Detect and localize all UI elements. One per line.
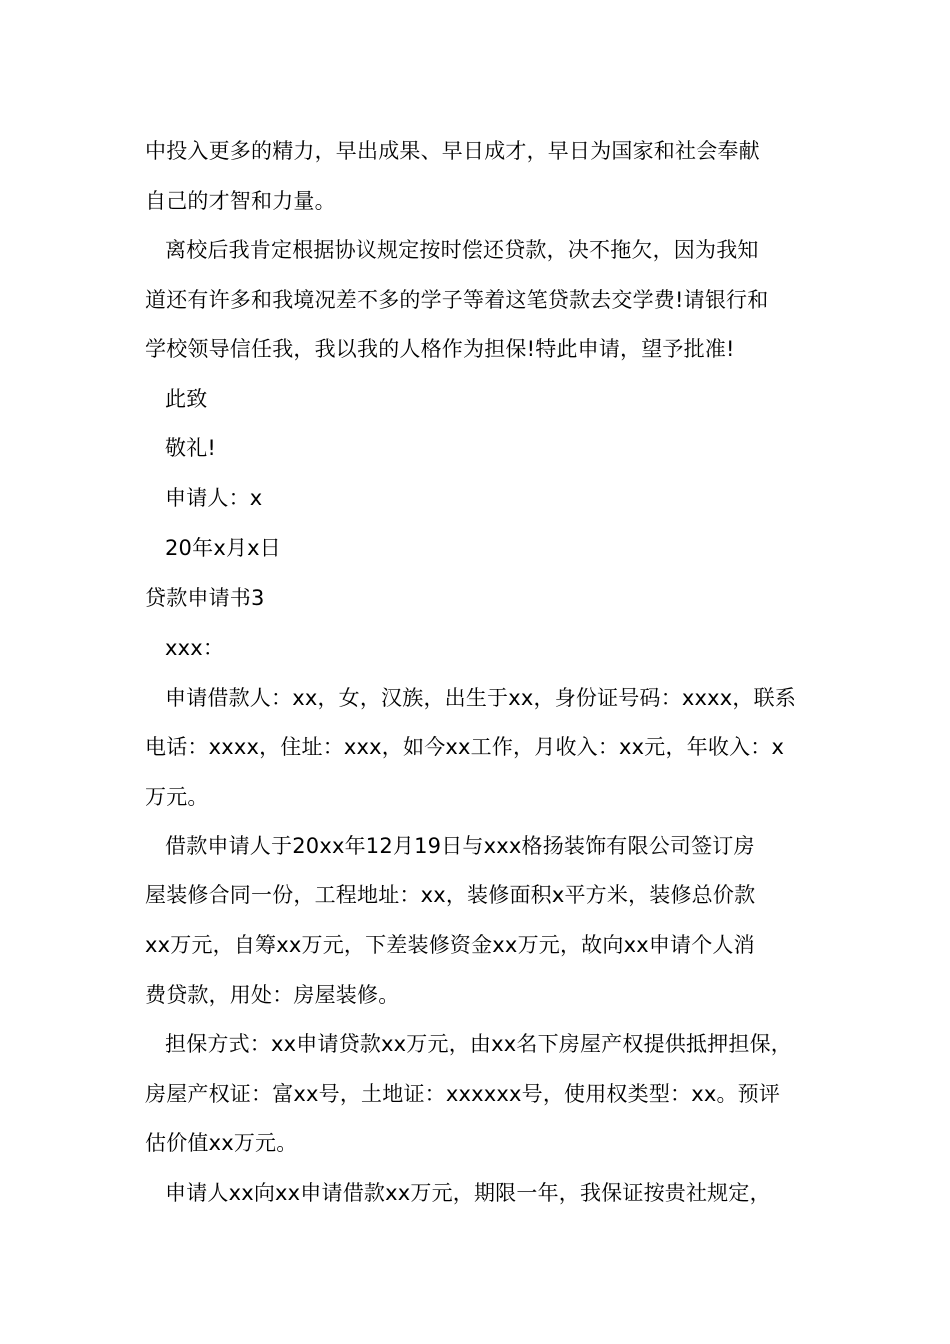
paragraph-line: 屋装修合同一份，工程地址：xx，装修面积x平方米，装修总价款 [145,883,756,907]
paragraph-line: 费贷款，用处：房屋装修。 [145,983,400,1007]
paragraph-line: 担保方式：xx申请贷款xx万元，由xx名下房屋产权提供抵押担保， [165,1032,792,1056]
paragraph-line: 房屋产权证：富xx号，土地证：xxxxxx号，使用权类型：xx。预评 [145,1082,781,1106]
closing-salutation: 此致 [165,387,208,411]
paragraph-line: xx万元，自筹xx万元，下差装修资金xx万元，故向xx申请个人消 [145,933,755,957]
recipient-line: xxx： [165,636,225,660]
paragraph-line: 估价值xx万元。 [145,1131,298,1155]
closing-regards: 敬礼! [165,436,217,460]
paragraph-line: 借款申请人于20xx年12月19日与xxx格扬装饰有限公司签订房 [165,834,755,858]
paragraph-line: 离校后我肯定根据协议规定按时偿还贷款，决不拖欠，因为我知 [165,238,759,262]
paragraph-line: 学校领导信任我，我以我的人格作为担保!特此申请，望予批准! [145,337,735,361]
applicant-signature: 申请人：x [165,486,263,510]
paragraph-line: 申请人xx向xx申请借款xx万元，期限一年，我保证按贵社规定， [165,1181,771,1205]
paragraph-line: 自己的才智和力量。 [145,189,336,213]
paragraph-line: 道还有许多和我境况差不多的学子等着这笔贷款去交学费!请银行和 [145,288,769,312]
paragraph-line: 申请借款人：xx，女，汉族，出生于xx，身份证号码：xxxx，联系 [165,686,797,710]
signature-date: 20年x月x日 [165,536,281,560]
paragraph-line: 中投入更多的精力，早出成果、早日成才，早日为国家和社会奉献 [145,139,760,163]
paragraph-line: 万元。 [145,785,209,809]
paragraph-line: 电话：xxxx，住址：xxx，如今xx工作，月收入：xx元，年收入：x [145,735,785,759]
section-title: 贷款申请书3 [145,586,265,610]
